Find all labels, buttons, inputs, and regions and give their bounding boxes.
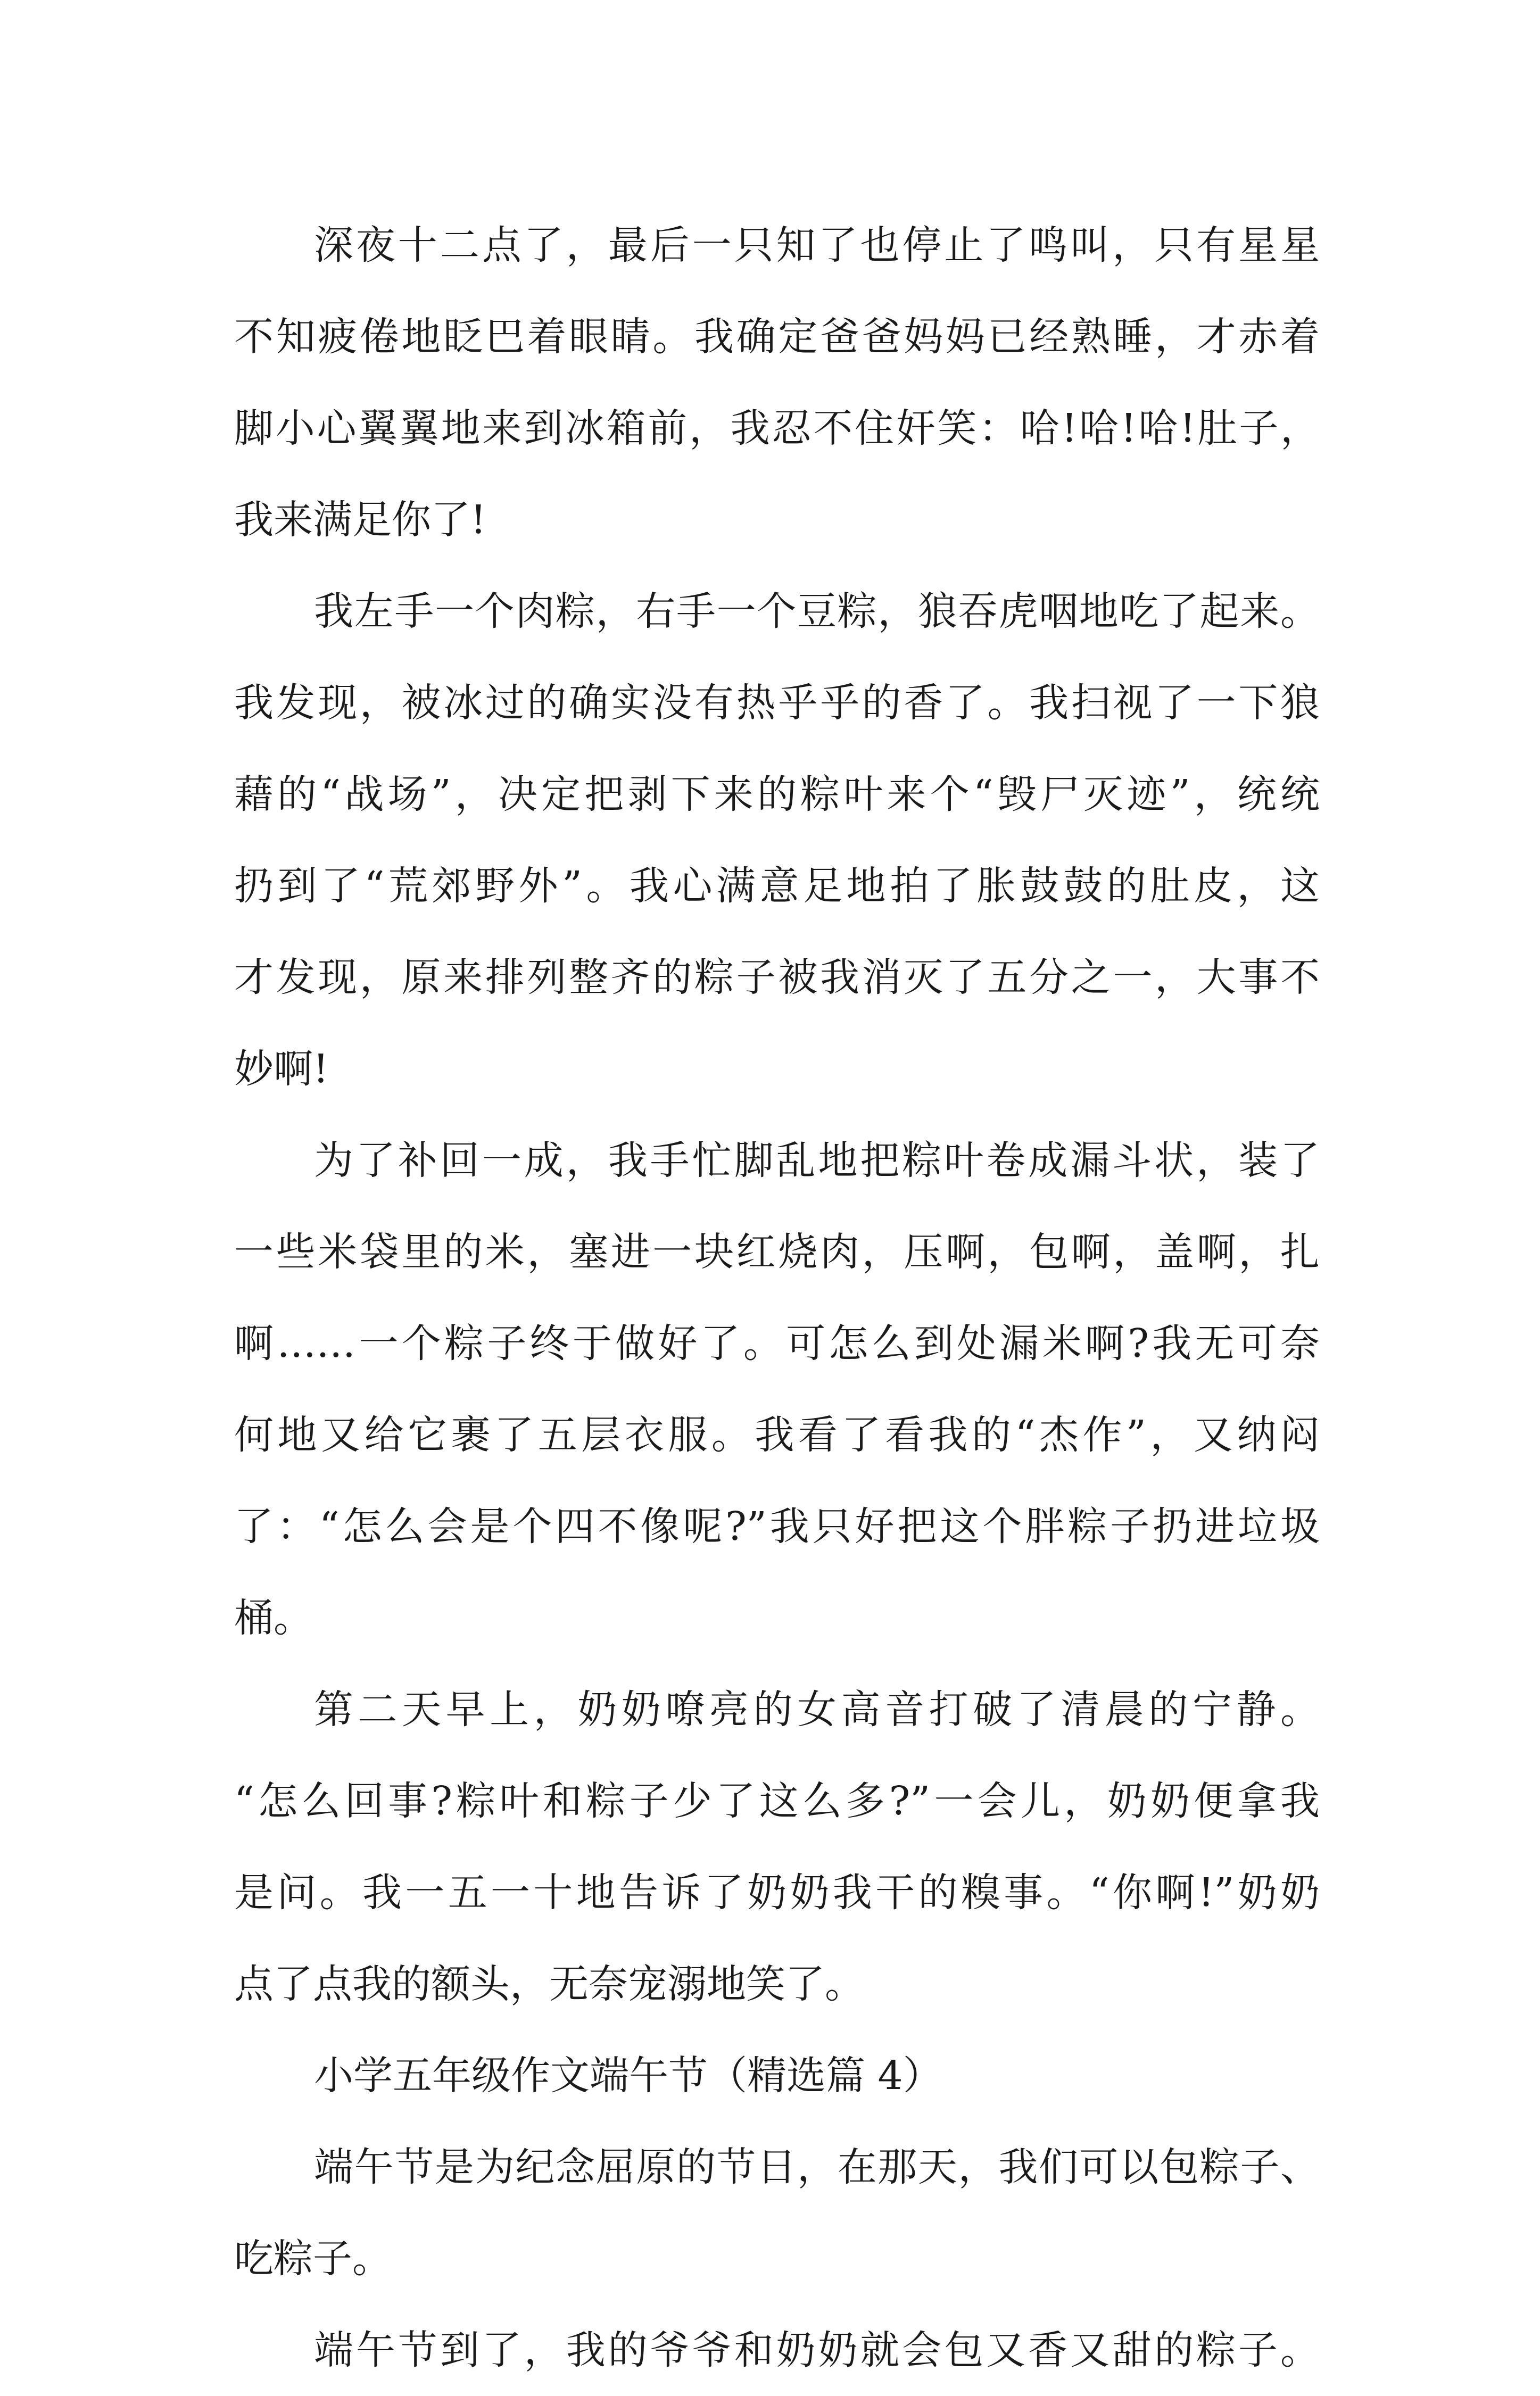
paragraph-line: 一些米袋里的米，塞进一块红烧肉，压啊，包啊，盖啊，扎 [234,1229,1320,1275]
paragraph-line: 为了补回一成，我手忙脚乱地把粽叶卷成漏斗状，装了 [314,1138,1320,1183]
paragraph-line: 是问。我一五一十地告诉了奶奶我干的糗事。“你啊!”奶奶 [234,1870,1320,1916]
paragraph [234,1115,1320,1664]
paragraph-line: 端午节是为纪念屈原的节日，在那天，我们可以包粽子、 [314,2144,1320,2190]
paragraph-line: 扔到了“荒郊野外”。我心满意足地拍了胀鼓鼓的肚皮，这 [234,863,1320,909]
paragraph-line: 第二天早上，奶奶嘹亮的女高音打破了清晨的宁静。 [314,1687,1320,1732]
paragraph-line: 不知疲倦地眨巴着眼睛。我确定爸爸妈妈已经熟睡，才赤着 [234,314,1320,360]
paragraph-line: 才发现，原来排列整齐的粽子被我消灭了五分之一，大事不 [234,955,1320,1000]
paragraph [234,566,1320,1115]
paragraph-line: 何地又给它裹了五层衣服。我看了看我的“杰作”，又纳闷 [234,1412,1320,1458]
paragraph-line: 我左手一个肉粽，右手一个豆粽，狼吞虎咽地吃了起来。 [314,588,1320,634]
paragraph-line: 我发现，被冰过的确实没有热乎乎的香了。我扫视了一下狼 [234,680,1320,726]
paragraph-line: 端午节到了，我的爷爷和奶奶就会包又香又甜的粽子。 [314,2327,1320,2373]
paragraph-line: 我来满足你了! [234,497,486,543]
section-heading: 小学五年级作文端午节（精选篇 4） [314,2053,942,2099]
paragraph [234,1664,1320,2030]
paragraph-line: “怎么回事?粽叶和粽子少了这么多?”一会儿，奶奶便拿我 [234,1778,1320,1824]
paragraph-line: 桶。 [234,1595,313,1641]
paragraph-line: 藉的“战场”，决定把剥下来的粽叶来个“毁尸灭迹”，统统 [234,772,1320,817]
paragraph-line: 深夜十二点了，最后一只知了也停止了鸣叫，只有星星 [314,222,1320,268]
paragraph-line: 吃粽子。 [234,2236,392,2282]
paragraph-line: 点了点我的额头，无奈宠溺地笑了。 [234,1961,864,2007]
paragraph-line: 了：“怎么会是个四不像呢?”我只好把这个胖粽子扔进垃圾 [234,1504,1320,1549]
paragraph-line: 脚小心翼翼地来到冰箱前，我忍不住奸笑：哈!哈!哈!肚子， [234,405,1320,451]
paragraph [234,2304,1320,2396]
paragraph [234,2121,1320,2304]
paragraph-line: 啊……一个粽子终于做好了。可怎么到处漏米啊?我无可奈 [234,1321,1320,1366]
paragraph [234,200,1320,566]
essay-body [234,200,1320,2396]
paragraph-line: 妙啊! [234,1046,329,1092]
